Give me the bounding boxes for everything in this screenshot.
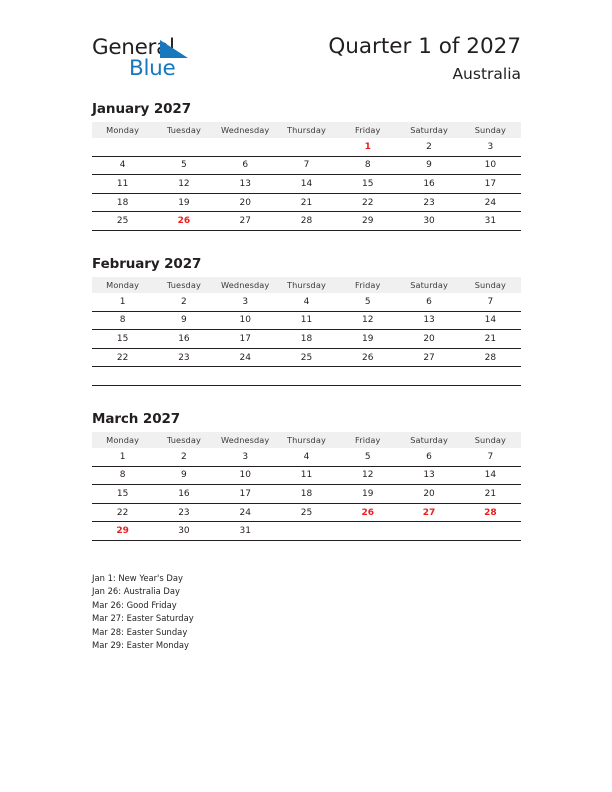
day-cell[interactable]: 11 — [276, 311, 337, 330]
day-cell[interactable]: 14 — [460, 311, 521, 330]
day-cell[interactable]: 10 — [215, 466, 276, 485]
day-cell[interactable]: 2 — [153, 293, 214, 311]
holiday-legend-item: Mar 26: Good Friday — [92, 599, 177, 610]
day-cell[interactable]: 2 — [153, 448, 214, 466]
weekday-header-thursday: Thursday — [276, 432, 337, 448]
day-cell[interactable]: 18 — [92, 193, 153, 212]
weekday-header-thursday: Thursday — [276, 277, 337, 293]
weekday-header-monday: Monday — [92, 432, 153, 448]
day-cell-empty — [460, 522, 521, 541]
day-cell[interactable]: 25 — [92, 212, 153, 231]
day-cell[interactable]: 28 — [460, 348, 521, 367]
day-cell[interactable]: 13 — [398, 466, 459, 485]
day-cell-empty — [276, 138, 337, 156]
day-cell[interactable]: 23 — [153, 348, 214, 367]
day-cell[interactable]: 17 — [215, 485, 276, 504]
day-cell[interactable]: 11 — [92, 175, 153, 194]
day-cell[interactable]: 23 — [398, 193, 459, 212]
day-cell-empty — [276, 367, 337, 386]
day-cell[interactable]: 30 — [398, 212, 459, 231]
day-cell-holiday[interactable]: 26 — [337, 503, 398, 522]
week-row — [92, 330, 521, 349]
day-cell[interactable]: 28 — [276, 212, 337, 231]
day-cell-empty — [153, 138, 214, 156]
day-cell[interactable]: 3 — [215, 293, 276, 311]
day-cell[interactable]: 10 — [460, 156, 521, 175]
day-cell-empty — [398, 522, 459, 541]
day-cell[interactable]: 16 — [153, 485, 214, 504]
day-cell[interactable]: 19 — [337, 485, 398, 504]
day-cell[interactable]: 24 — [460, 193, 521, 212]
holiday-legend-item: Mar 27: Easter Saturday — [92, 613, 194, 624]
calendar-table — [92, 432, 521, 541]
day-cell[interactable]: 7 — [460, 448, 521, 466]
day-cell[interactable]: 6 — [398, 448, 459, 466]
weekday-header-wednesday: Wednesday — [215, 277, 276, 293]
page-header — [0, 0, 612, 96]
weekday-header-sunday: Sunday — [460, 432, 521, 448]
weekday-header-wednesday: Wednesday — [215, 122, 276, 138]
month-title: February 2027 — [92, 256, 202, 272]
day-cell[interactable]: 19 — [337, 330, 398, 349]
month-title: March 2027 — [92, 411, 181, 427]
day-cell-holiday[interactable]: 1 — [337, 138, 398, 156]
day-cell[interactable]: 24 — [215, 503, 276, 522]
day-cell[interactable]: 23 — [153, 503, 214, 522]
page-title: Quarter 1 of 2027 — [328, 34, 521, 59]
calendar-table — [92, 122, 521, 231]
day-cell[interactable]: 4 — [92, 156, 153, 175]
month-block-january — [92, 100, 521, 231]
week-row — [92, 503, 521, 522]
logo-text-general: General — [92, 35, 175, 60]
month-block-february — [92, 255, 521, 386]
day-cell[interactable]: 12 — [337, 466, 398, 485]
day-cell[interactable]: 30 — [153, 522, 214, 541]
generalblue-logo — [92, 36, 292, 86]
day-cell[interactable]: 9 — [153, 311, 214, 330]
title-block — [328, 34, 521, 85]
weekday-header-thursday: Thursday — [276, 122, 337, 138]
weekday-header-friday: Friday — [337, 122, 398, 138]
day-cell-empty — [398, 367, 459, 386]
day-cell[interactable]: 19 — [153, 193, 214, 212]
day-cell[interactable]: 17 — [460, 175, 521, 194]
day-cell[interactable]: 20 — [215, 193, 276, 212]
weekday-header-saturday: Saturday — [398, 122, 459, 138]
weekday-header-row — [92, 122, 521, 138]
day-cell[interactable]: 8 — [92, 466, 153, 485]
weekday-header-tuesday: Tuesday — [153, 277, 214, 293]
day-cell[interactable]: 5 — [337, 448, 398, 466]
day-cell[interactable]: 12 — [337, 311, 398, 330]
day-cell[interactable]: 21 — [460, 330, 521, 349]
day-cell[interactable]: 27 — [398, 348, 459, 367]
day-cell[interactable]: 18 — [276, 330, 337, 349]
day-cell-empty — [153, 367, 214, 386]
day-cell[interactable]: 18 — [276, 485, 337, 504]
weekday-header-tuesday: Tuesday — [153, 122, 214, 138]
day-cell[interactable]: 31 — [460, 212, 521, 231]
week-row — [92, 138, 521, 156]
day-cell[interactable]: 15 — [337, 175, 398, 194]
day-cell-empty — [276, 522, 337, 541]
day-cell[interactable]: 14 — [276, 175, 337, 194]
day-cell[interactable]: 1 — [92, 448, 153, 466]
day-cell[interactable]: 25 — [276, 348, 337, 367]
week-row — [92, 293, 521, 311]
week-row — [92, 175, 521, 194]
day-cell[interactable]: 7 — [276, 156, 337, 175]
holiday-legend — [92, 572, 492, 652]
holiday-legend-item: Mar 28: Easter Sunday — [92, 626, 188, 637]
weekday-header-row — [92, 432, 521, 448]
week-row — [92, 448, 521, 466]
day-cell[interactable]: 13 — [215, 175, 276, 194]
day-cell[interactable]: 16 — [398, 175, 459, 194]
day-cell[interactable]: 3 — [215, 448, 276, 466]
month-block-march — [92, 410, 521, 541]
day-cell[interactable]: 17 — [215, 330, 276, 349]
day-cell[interactable]: 5 — [337, 293, 398, 311]
day-cell-empty — [215, 138, 276, 156]
day-cell-holiday[interactable]: 29 — [92, 522, 153, 541]
day-cell[interactable]: 2 — [398, 138, 459, 156]
day-cell-empty — [92, 367, 153, 386]
day-cell[interactable]: 15 — [92, 485, 153, 504]
weekday-header-saturday: Saturday — [398, 432, 459, 448]
day-cell[interactable]: 16 — [153, 330, 214, 349]
day-cell[interactable]: 21 — [276, 193, 337, 212]
day-cell-empty — [337, 522, 398, 541]
week-row — [92, 466, 521, 485]
day-cell[interactable]: 9 — [153, 466, 214, 485]
day-cell[interactable]: 7 — [460, 293, 521, 311]
day-cell[interactable]: 24 — [215, 348, 276, 367]
day-cell[interactable]: 26 — [337, 348, 398, 367]
holiday-legend-item: Jan 1: New Year's Day — [92, 573, 183, 583]
day-cell-empty — [460, 367, 521, 386]
day-cell[interactable]: 21 — [460, 485, 521, 504]
weekday-header-sunday: Sunday — [460, 277, 521, 293]
holiday-legend-item: Jan 26: Australia Day — [92, 586, 180, 597]
weekday-header-friday: Friday — [337, 432, 398, 448]
country-subtitle: Australia — [452, 65, 521, 83]
logo-text-blue: Blue — [129, 56, 176, 81]
week-row — [92, 522, 521, 541]
day-cell[interactable]: 29 — [337, 212, 398, 231]
day-cell[interactable]: 13 — [398, 311, 459, 330]
week-row — [92, 212, 521, 231]
day-cell[interactable]: 10 — [215, 311, 276, 330]
day-cell[interactable]: 8 — [92, 311, 153, 330]
day-cell[interactable]: 11 — [276, 466, 337, 485]
calendar-table — [92, 277, 521, 386]
week-row — [92, 367, 521, 386]
day-cell[interactable]: 4 — [276, 293, 337, 311]
day-cell[interactable]: 14 — [460, 466, 521, 485]
week-row — [92, 156, 521, 175]
day-cell[interactable]: 20 — [398, 330, 459, 349]
day-cell[interactable]: 31 — [215, 522, 276, 541]
day-cell[interactable]: 25 — [276, 503, 337, 522]
day-cell[interactable]: 6 — [215, 156, 276, 175]
weekday-header-tuesday: Tuesday — [153, 432, 214, 448]
day-cell[interactable]: 9 — [398, 156, 459, 175]
day-cell-holiday[interactable]: 26 — [153, 212, 214, 231]
day-cell[interactable]: 1 — [92, 293, 153, 311]
day-cell[interactable]: 27 — [215, 212, 276, 231]
day-cell-empty — [337, 367, 398, 386]
day-cell-empty — [215, 367, 276, 386]
week-row — [92, 311, 521, 330]
holiday-legend-item: Mar 29: Easter Monday — [92, 640, 189, 651]
day-cell[interactable]: 4 — [276, 448, 337, 466]
day-cell[interactable]: 15 — [92, 330, 153, 349]
weekday-header-sunday: Sunday — [460, 122, 521, 138]
day-cell-holiday[interactable]: 27 — [398, 503, 459, 522]
day-cell[interactable]: 22 — [92, 348, 153, 367]
day-cell-empty — [92, 138, 153, 156]
day-cell[interactable]: 8 — [337, 156, 398, 175]
weekday-header-monday: Monday — [92, 277, 153, 293]
weekday-header-wednesday: Wednesday — [215, 432, 276, 448]
day-cell-holiday[interactable]: 28 — [460, 503, 521, 522]
week-row — [92, 193, 521, 212]
weekday-header-saturday: Saturday — [398, 277, 459, 293]
month-title: January 2027 — [92, 101, 191, 117]
day-cell[interactable]: 22 — [337, 193, 398, 212]
weekday-header-monday: Monday — [92, 122, 153, 138]
week-row — [92, 485, 521, 504]
day-cell[interactable]: 22 — [92, 503, 153, 522]
weekday-header-row — [92, 277, 521, 293]
week-row — [92, 348, 521, 367]
day-cell[interactable]: 20 — [398, 485, 459, 504]
day-cell[interactable]: 3 — [460, 138, 521, 156]
day-cell[interactable]: 5 — [153, 156, 214, 175]
weekday-header-friday: Friday — [337, 277, 398, 293]
day-cell[interactable]: 12 — [153, 175, 214, 194]
day-cell[interactable]: 6 — [398, 293, 459, 311]
